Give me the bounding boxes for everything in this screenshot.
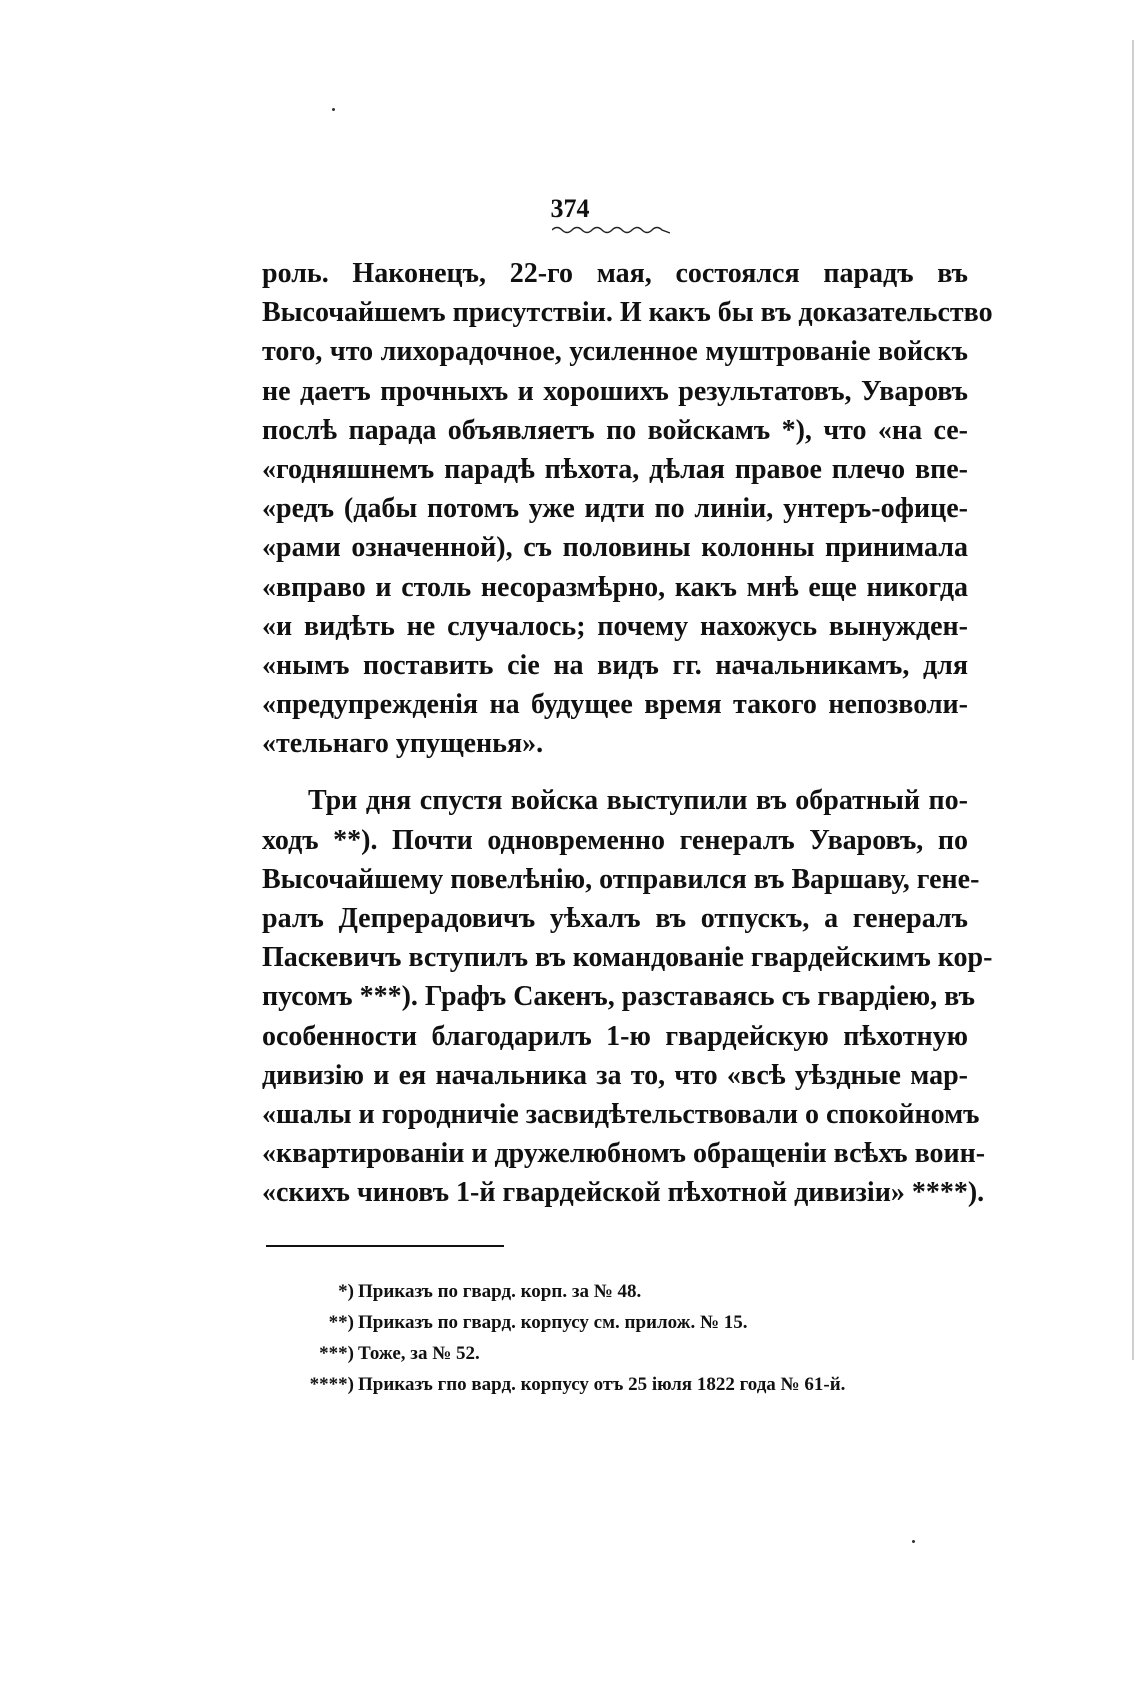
footnote-text: Приказъ гпо вард. корпусу отъ 25 іюля 1822 года № 61-й.	[358, 1374, 846, 1395]
text-line: особенности благодарилъ 1-ю гвардейскую пѣхотную	[262, 1020, 968, 1052]
text-line: Три дня спустя войска выступили въ обратный по-	[308, 785, 968, 817]
text-line: «годняшнемъ парадѣ пѣхота, дѣлая правое плечо впе-	[262, 453, 968, 485]
page-edge-shadow	[1132, 40, 1134, 1360]
text-line: пусомъ ***). Графъ Сакенъ, разставаясь съ гвардіею, въ	[262, 981, 975, 1013]
text-line: «вправо и столь несоразмѣрно, какъ мнѣ еще никогда	[262, 571, 968, 603]
footnote-divider	[266, 1245, 504, 1247]
footnote-mark: *)	[338, 1281, 354, 1302]
text-line: «квартированіи и дружелюбномъ обращеніи всѣхъ воин-	[262, 1138, 986, 1170]
text-line: «скихъ чиновъ 1-й гвардейской пѣхотной дивизіи» ****).	[262, 1177, 985, 1209]
footnote-text: Тоже, за № 52.	[358, 1343, 480, 1364]
text-line: Высочайшемъ присутствіи. И какъ бы въ доказательство	[262, 297, 993, 329]
print-speck	[332, 108, 335, 111]
text-line: того, что лихорадочное, усиленное муштрованіе войскъ	[262, 336, 968, 368]
footnote	[262, 1369, 968, 1400]
footnote-mark: ****)	[309, 1374, 354, 1395]
text-line: дивизію и ея начальника за то, что «всѣ уѣздные мар-	[262, 1059, 968, 1091]
paragraph-2	[262, 781, 993, 1212]
text-line: «редъ (дабы потомъ уже идти по линіи, унтеръ-офице-	[262, 493, 968, 525]
footnote	[262, 1338, 968, 1369]
footnote-mark: **)	[328, 1312, 354, 1333]
text-line: роль. Наконецъ, 22-го мая, состоялся парадъ въ	[262, 258, 968, 289]
text-line: Высочайшему повелѣнію, отправился въ Варшаву, гене-	[262, 863, 980, 895]
footnote-text: Приказъ по гвард. корпусу см. прилож. № 15.	[358, 1312, 748, 1333]
text-line: «тельнаго упущенья».	[262, 728, 544, 760]
text-line: «нымъ поставить сіе на видъ гг. начальникамъ, для	[262, 649, 968, 681]
text-line: послѣ парада объявляетъ по войскамъ *), что «на се-	[262, 414, 968, 446]
text-line: не даетъ прочныхъ и хорошихъ результатовъ, Уваровъ	[262, 375, 968, 407]
footnote-mark: ***)	[319, 1343, 354, 1364]
text-line: «шалы и городничіе засвидѣтельствовали о спокойномъ	[262, 1098, 980, 1130]
footnotes	[262, 1276, 968, 1400]
main-text	[262, 254, 993, 1213]
page-number: 374	[550, 194, 590, 223]
text-line: «предупрежденія на будущее время такого непозволи-	[262, 689, 968, 721]
footnote-text: Приказъ по гвард. корп. за № 48.	[358, 1281, 642, 1302]
text-line: ходъ **). Почти одновременно генералъ Уваровъ, по	[262, 824, 968, 856]
footnote	[262, 1276, 968, 1307]
text-line: ралъ Депрерадовичъ уѣхалъ въ отпускъ, а генералъ	[262, 903, 968, 934]
text-line: «рами означенной), съ половины колонны принимала	[262, 532, 968, 564]
print-speck	[912, 1540, 915, 1543]
text-line: Паскевичъ вступилъ въ командованіе гвардейскимъ кор-	[262, 942, 993, 974]
paragraph-1	[262, 254, 993, 763]
page-number-ornament	[552, 224, 670, 234]
footnote	[262, 1307, 968, 1338]
text-line: «и видѣть не случалось; почему нахожусь вынужден-	[262, 610, 968, 642]
